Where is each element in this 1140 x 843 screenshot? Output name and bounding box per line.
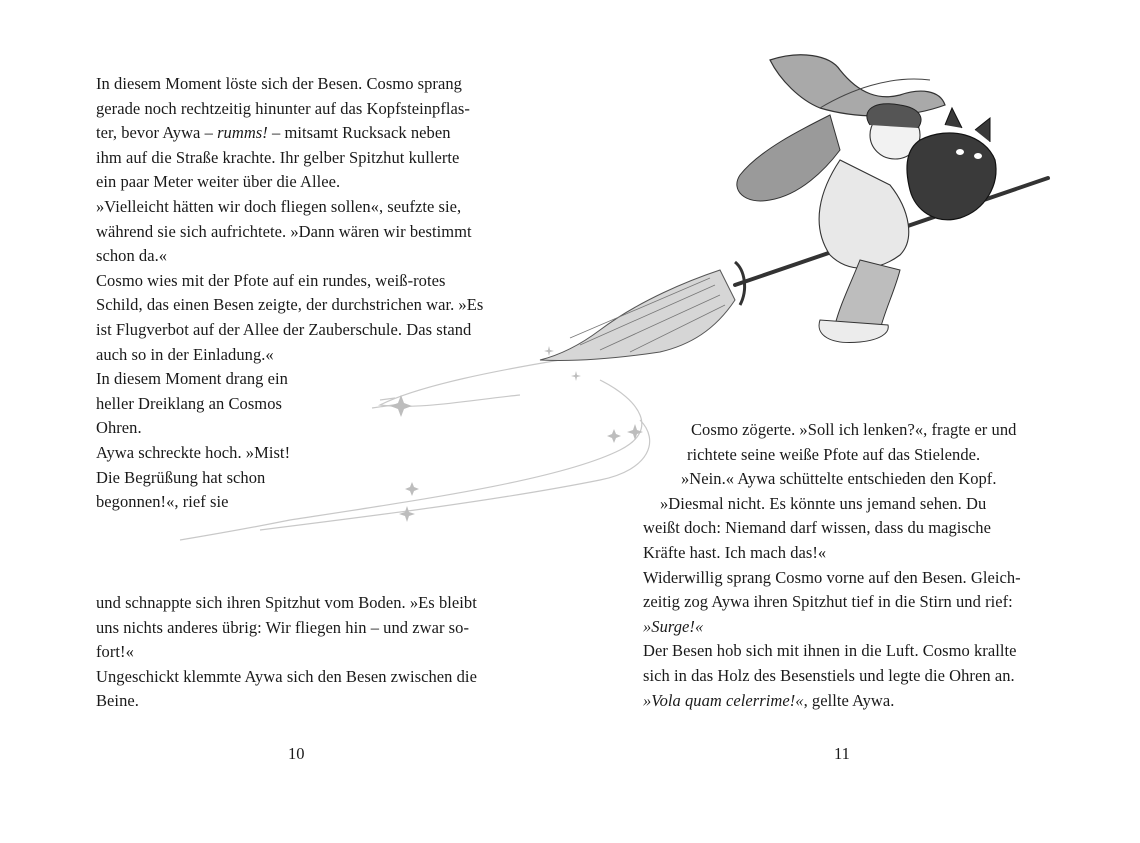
text-line: ist Flugverbot auf der Allee der Zauberschule. Das stand [96, 320, 472, 339]
text-line [643, 615, 703, 640]
text-line: richtete seine weiße Pfote auf das Stielende. [687, 444, 981, 464]
witch-hat [770, 55, 945, 116]
italic-text: »Surge!« [643, 616, 704, 636]
text-line: auch so in der Einladung.« [96, 344, 274, 364]
text-line: uns nichts anderes übrig: Wir fliegen hin – und zwar so- [96, 617, 469, 637]
italic-text: rumms! [217, 123, 268, 143]
text-line: »Diesmal nicht. Es könnte uns jemand sehen. Du [660, 493, 987, 513]
text-line: sich in das Holz des Besenstiels und legte die Ohren an. [643, 666, 1015, 685]
text-segment: Cosmo zögerte. »Soll ich lenken [691, 420, 908, 439]
text-line [96, 121, 451, 146]
text-line: fort!« [96, 642, 134, 662]
text-segment: ?«, fragte er und [907, 420, 1017, 439]
text-segment: ter, bevor Aywa – [96, 123, 218, 143]
text-segment: , gellte Aywa. [803, 690, 895, 710]
text-line [643, 689, 894, 714]
text-line: Schild, das einen Besen zeigte, der durchstrichen war. »Es [96, 295, 484, 315]
text-line: Kräfte hast. Ich mach das!« [643, 543, 827, 562]
text-line: weißt doch: Niemand darf wissen, dass du magische [643, 518, 991, 538]
sparkles [390, 346, 643, 522]
page-number: 11 [834, 744, 850, 763]
text-line: Ungeschickt klemmte Aywa sich den Besen zwischen die [96, 666, 477, 686]
witch-figure [737, 104, 921, 343]
text-line: Cosmo wies mit der Pfote auf ein rundes, weiß-rotes [96, 270, 446, 290]
text-line: während sie sich aufrichtete. »Dann wären wir bestimmt [96, 221, 472, 241]
text-line: Beine. [96, 691, 139, 711]
text-line: »Vielleicht hätten wir doch fliegen sollen«, seufzte sie, [96, 197, 462, 216]
italic-text: »Vola quam celerrime!« [643, 690, 804, 710]
text-line [691, 418, 1016, 443]
text-line: gerade noch rechtzeitig hinunter auf das Kopfsteinpflas- [96, 98, 470, 118]
text-line: ihm auf die Straße krachte. Ihr gelber Spitzhut kullerte [96, 147, 460, 167]
text-segment: – mitsamt Rucksack neben [267, 123, 451, 143]
broom-bristles [540, 262, 745, 361]
text-line: ein paar Meter weiter über die Allee. [96, 172, 341, 192]
text-line: schon da.« [96, 246, 168, 266]
text-line: und schnappte sich ihren Spitzhut vom Boden. »Es bleibt [96, 593, 477, 612]
text-line: heller Dreiklang an Cosmos [96, 393, 282, 413]
text-line: zeitig zog Aywa ihren Spitzhut tief in die Stirn und rief: [643, 592, 1013, 612]
text-line: Der Besen hob sich mit ihnen in die Luft. Cosmo krallte [643, 641, 1017, 661]
text-line: In diesem Moment löste sich der Besen. Cosmo sprang [96, 74, 462, 93]
text-line: Ohren. [96, 418, 142, 438]
page-number: 10 [288, 744, 305, 763]
text-line: Widerwillig sprang Cosmo vorne auf den Besen. Gleich- [643, 567, 1021, 587]
text-line: begonnen!«, rief sie [96, 492, 229, 512]
text-line: »Nein.« Aywa schüttelte entschieden den Kopf. [681, 469, 997, 489]
text-line: In diesem Moment drang ein [96, 369, 288, 389]
text-line: Aywa schreckte hoch. »Mist! [96, 443, 291, 462]
text-line: Die Begrüßung hat schon [96, 467, 266, 487]
